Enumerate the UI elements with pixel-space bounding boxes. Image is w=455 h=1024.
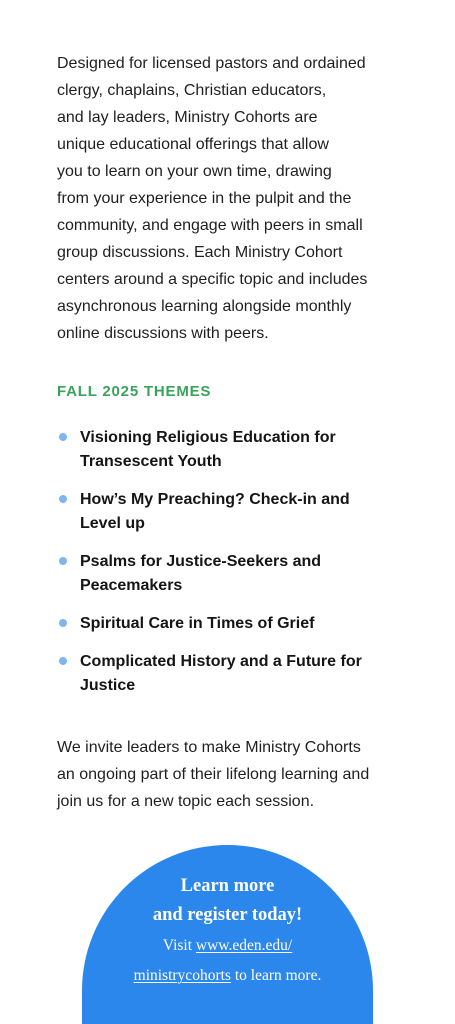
- closing-paragraph: [57, 734, 407, 815]
- intro-line: group discussions. Each Ministry Cohort: [57, 244, 343, 261]
- intro-line: Designed for licensed pastors and ordained: [57, 55, 366, 72]
- theme-list: [57, 426, 407, 712]
- theme-title-line: Psalms for Justice-Seekers and: [80, 553, 322, 570]
- theme-item: [57, 650, 407, 698]
- theme-title-line: Peacemakers: [80, 577, 183, 594]
- callout-title: [82, 872, 373, 930]
- theme-title-line: Level up: [80, 515, 145, 532]
- theme-title-line: Transescent Youth: [80, 453, 222, 470]
- intro-line: from your experience in the pulpit and the: [57, 190, 352, 207]
- callout-body-line: [82, 931, 373, 961]
- callout-body-line: [82, 961, 373, 991]
- theme-title-line: Spiritual Care in Times of Grief: [80, 615, 315, 632]
- theme-title-line: Justice: [80, 677, 136, 694]
- closing-line: an ongoing part of their lifelong learning and: [57, 766, 370, 783]
- theme-item: [57, 612, 407, 636]
- closing-line: We invite leaders to make Ministry Cohorts: [57, 739, 361, 756]
- theme-title-line: Complicated History and a Future for: [80, 653, 362, 670]
- intro-line: clergy, chaplains, Christian educators,: [57, 82, 327, 99]
- intro-line: and lay leaders, Ministry Cohorts are: [57, 109, 318, 126]
- intro-line: online discussions with peers.: [57, 325, 269, 342]
- closing-line: join us for a new topic each session.: [57, 793, 315, 810]
- bullet-dot-icon: [59, 557, 67, 565]
- theme-title-line: How’s My Preaching? Check-in and: [80, 491, 350, 508]
- theme-item: [57, 550, 407, 598]
- callout-title-line: Learn more: [180, 876, 275, 896]
- visit-suffix: to learn more.: [230, 967, 322, 984]
- callout-body: [82, 931, 373, 991]
- register-callout: [82, 845, 373, 1024]
- themes-heading: FALL 2025 THEMES: [57, 383, 212, 400]
- ministry-cohorts-link-continued[interactable]: ministrycohorts: [133, 967, 231, 984]
- intro-line: community, and engage with peers in small: [57, 217, 363, 234]
- visit-prefix: Visit: [162, 937, 196, 954]
- ministry-cohorts-link[interactable]: www.eden.edu/: [195, 937, 293, 954]
- bullet-dot-icon: [59, 495, 67, 503]
- intro-line: centers around a specific topic and includes: [57, 271, 368, 288]
- theme-item: [57, 426, 407, 474]
- intro-line: you to learn on your own time, drawing: [57, 163, 332, 180]
- bullet-dot-icon: [59, 433, 67, 441]
- bullet-dot-icon: [59, 619, 67, 627]
- theme-item: [57, 488, 407, 536]
- intro-paragraph: [57, 50, 402, 347]
- bullet-dot-icon: [59, 657, 67, 665]
- callout-title-line: and register today!: [152, 905, 303, 925]
- intro-line: asynchronous learning alongside monthly: [57, 298, 352, 315]
- intro-line: unique educational offerings that allow: [57, 136, 329, 153]
- theme-title-line: Visioning Religious Education for: [80, 429, 336, 446]
